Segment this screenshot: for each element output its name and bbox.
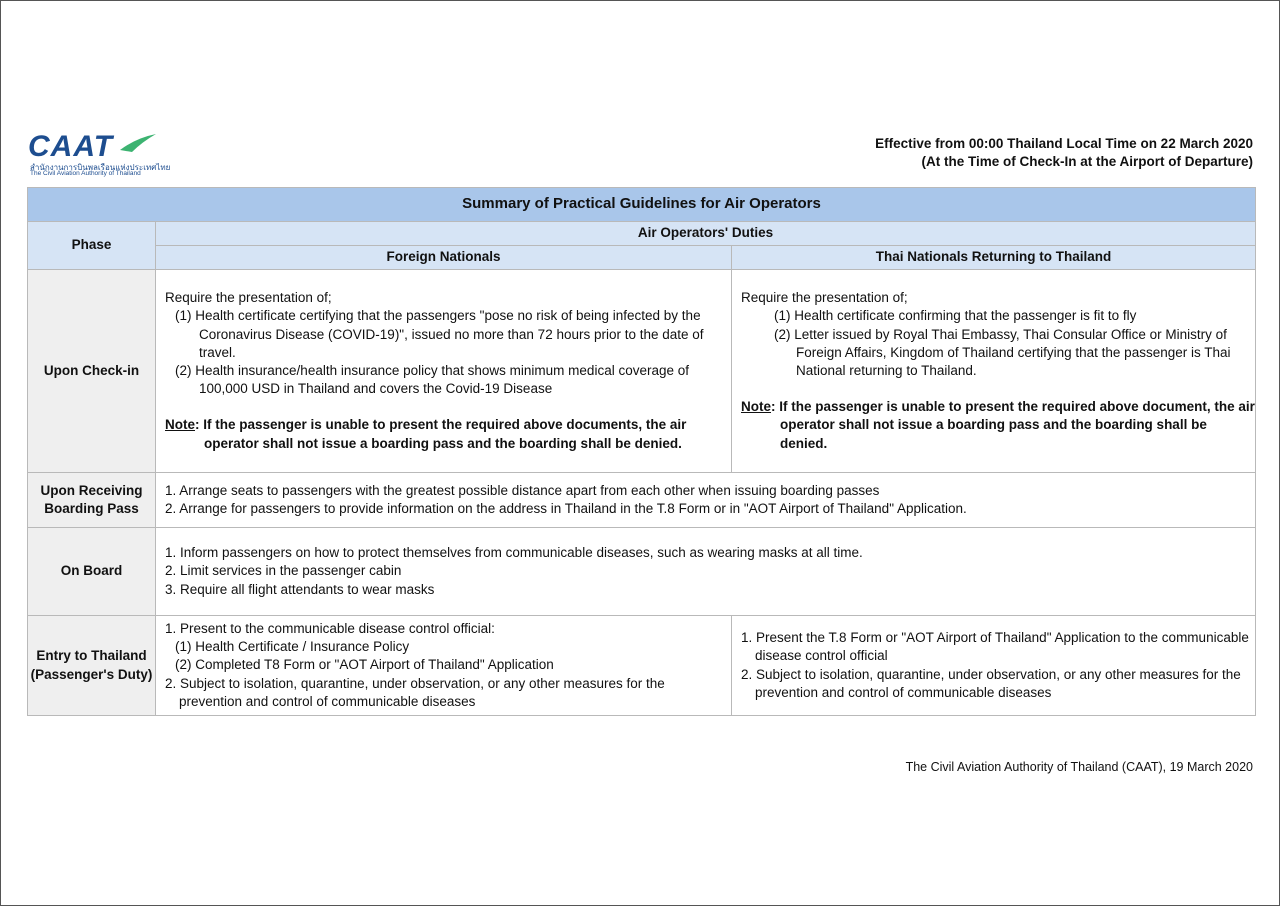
entry-thai-item-2: 2. Subject to isolation, quarantine, under observation, or any other measures for the prevention and control of communicable diseases [741,666,1241,700]
checkin-thai-intro: Require the presentation of; [741,290,908,306]
note-label: Note [741,399,771,415]
effective-line-1: Effective from 00:00 Thailand Local Time on 22 March 2020 [875,136,1253,151]
table-row [28,616,1256,716]
effective-line-2: (At the Time of Check-In at the Airport of Departure) [921,154,1253,169]
checkin-foreign-intro: Require the presentation of; [165,290,332,306]
phase-on-board: On Board [28,528,156,616]
entry-foreign-item-1: 1. Present to the communicable disease control official: [165,620,495,636]
table-row [28,528,1256,616]
entry-thai-cell [732,616,1256,716]
entry-foreign-sub-2: (2) Completed T8 Form or "AOT Airport of Thailand" Application [175,657,554,673]
footer-attribution: The Civil Aviation Authority of Thailand (CAAT), 19 March 2020 [905,760,1253,774]
boarding-duties-cell [156,473,1256,528]
duties-header: Air Operators' Duties [156,222,1256,246]
onboard-item-3: 3. Require all flight attendants to wear masks [165,581,435,597]
entry-foreign-item-2: 2. Subject to isolation, quarantine, under observation, or any other measures for the prevention and control of communicable diseases [165,675,665,709]
thai-nationals-header: Thai Nationals Returning to Thailand [732,246,1256,270]
checkin-thai-note [741,398,1255,453]
guidelines-table [27,187,1256,716]
onboard-duties-cell [156,528,1256,616]
table-title: Summary of Practical Guidelines for Air Operators [28,188,1256,222]
duties-header-row [28,222,1256,246]
onboard-item-2: 2. Limit services in the passenger cabin [165,563,402,579]
swoosh-icon [118,132,158,154]
boarding-item-1: 1. Arrange seats to passengers with the greatest possible distance apart from each other when issuing boarding passes [165,482,880,498]
checkin-thai-item-2: (2) Letter issued by Royal Thai Embassy, Thai Consular Office or Ministry of Foreign Affairs, Kingdom of Thailand certifying that the passenger is Thai National returning to Thailand. [774,326,1231,378]
checkin-foreign-cell [156,270,732,473]
logo-wordmark: CAAT [28,130,114,163]
phase-line-1: Upon Receiving [40,482,143,498]
foreign-nationals-header: Foreign Nationals [156,246,732,270]
note-text: : If the passenger is unable to present the required above document, the air operator shall not issue a boarding pass and the boarding shall be denied. [771,399,1255,451]
logo-thai-name: สำนักงานการบินพลเรือนแห่งประเทศไทย [30,163,171,172]
table-row [28,270,1256,473]
entry-foreign-cell [156,616,732,716]
phase-line-2: Boarding Pass [44,501,139,516]
effective-date-block [875,135,1253,171]
note-text: : If the passenger is unable to present the required above documents, the air operator shall not issue a boarding pass and the boarding shall be denied. [195,417,687,451]
phase-line-2: (Passenger's Duty) [30,666,153,682]
onboard-item-1: 1. Inform passengers on how to protect themselves from communicable diseases, such as wearing masks at all time. [165,545,863,561]
phase-entry-to-thailand [28,616,156,716]
logo-english-name: The Civil Aviation Authority of Thailand [30,170,141,177]
phase-upon-check-in: Upon Check-in [28,270,156,473]
phase-upon-receiving-boarding-pass [28,473,156,528]
checkin-foreign-item-1: (1) Health certificate certifying that the passengers "pose no risk of being infected by the Coronavirus Disease (COVID-19)", issued no more than 72 hours prior to the date of travel. [175,308,704,360]
entry-foreign-sub-1: (1) Health Certificate / Insurance Policy [175,639,410,655]
phase-line-1: Entry to Thailand [36,648,147,664]
checkin-thai-item-1: (1) Health certificate confirming that the passenger is fit to fly [774,308,1137,324]
checkin-thai-cell [732,270,1256,473]
table-row [28,473,1256,528]
note-label: Note [165,417,195,433]
column-header-row [28,246,1256,270]
checkin-foreign-note [165,416,731,452]
table-title-row [28,188,1256,222]
boarding-item-2: 2. Arrange for passengers to provide information on the address in Thailand in the T.8 Form or in "AOT Airport of Thailand" Application. [165,501,967,516]
checkin-foreign-item-2: (2) Health insurance/health insurance policy that shows minimum medical coverage of 100,000 USD in Thailand and covers the Covid-19 Disease [175,363,689,397]
phase-header: Phase [28,222,156,270]
entry-thai-item-1: 1. Present the T.8 Form or "AOT Airport of Thailand" Application to the communicable disease control official [741,630,1249,664]
caat-logo [28,130,171,180]
